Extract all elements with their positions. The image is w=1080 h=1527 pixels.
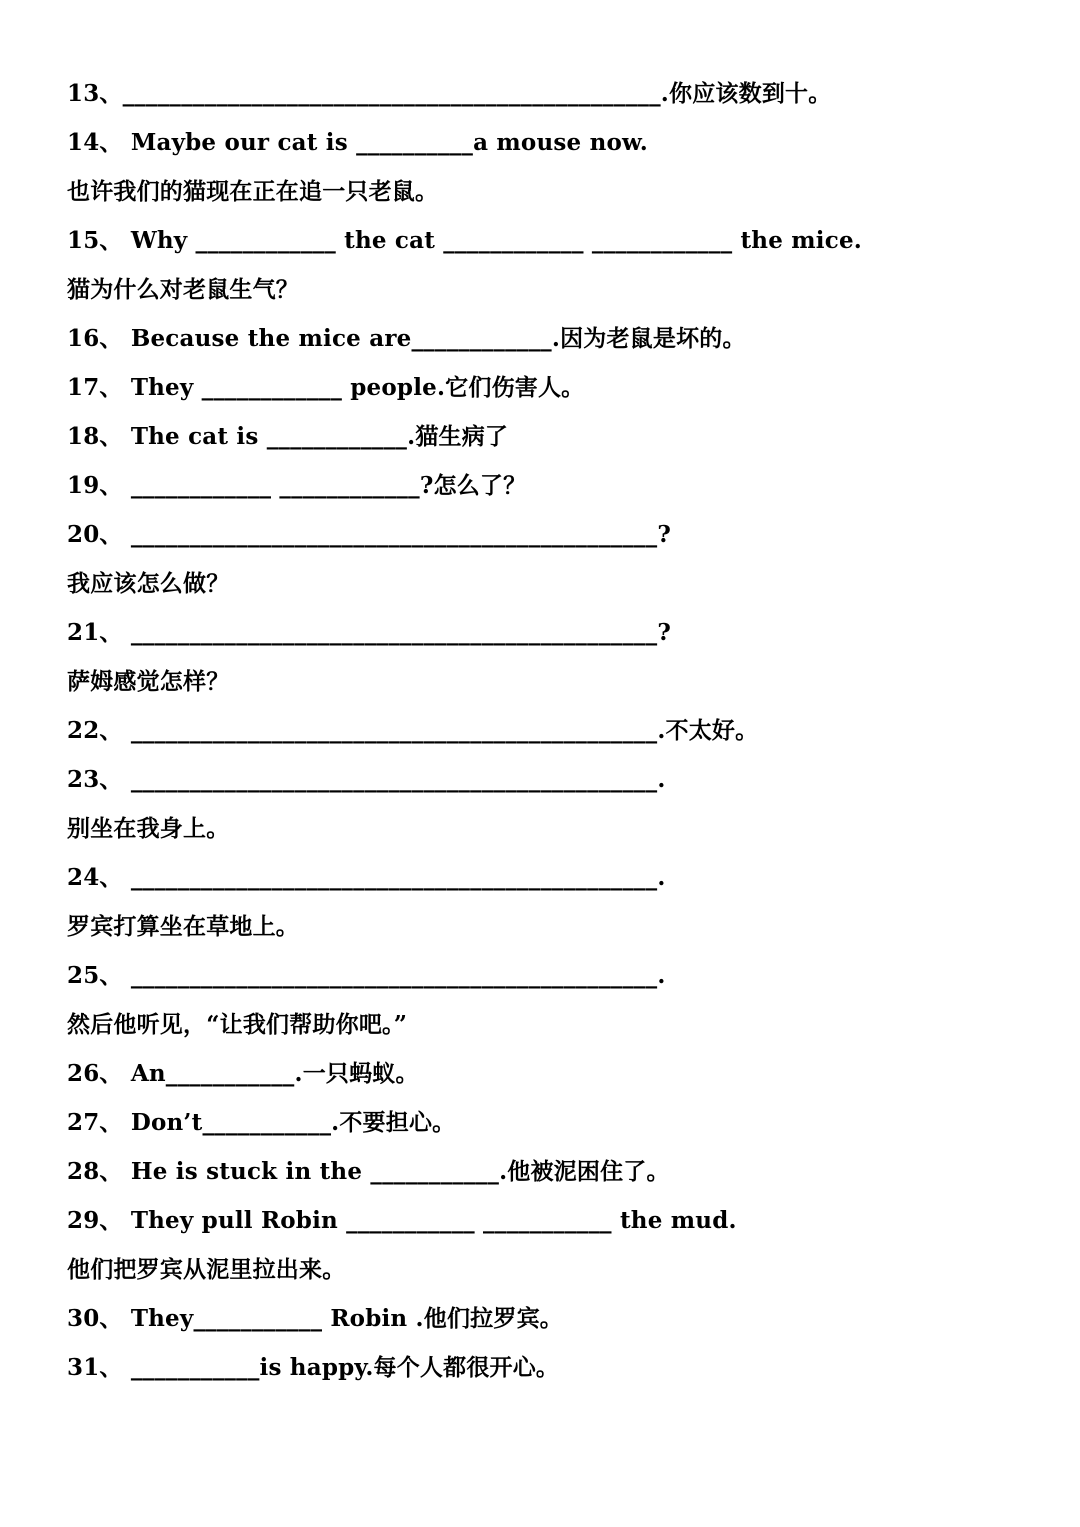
line-q13: 13、______________________________________________.你应该数到十。 [67,80,832,107]
line-q14-chinese: 也许我们的猫现在正在追一只老鼠。 [67,178,439,205]
line-q28: 28、 He is stuck in the ___________.他被泥困住了。 [67,1158,670,1185]
line-q16: 16、 Because the mice are____________.因为老鼠是坏的。 [67,325,746,352]
line-q15: 15、 Why ____________ the cat ____________ ____________ the mice. [67,227,862,254]
line-q27: 27、 Don’t___________.不要担心。 [67,1109,456,1136]
line-q20-chinese: 我应该怎么做？ [67,570,230,597]
line-q23-chinese: 别坐在我身上。 [67,815,230,842]
line-q26: 26、 An___________.一只蚂蚁。 [67,1060,419,1087]
line-q15-chinese: 猫为什么对老鼠生气？ [67,276,299,303]
line-q18: 18、 The cat is ____________.猫生病了 [67,423,509,450]
line-q20: 20、 _____________________________________________? [67,521,671,548]
line-q22: 22、 _____________________________________________.不太好。 [67,717,759,744]
line-q14: 14、 Maybe our cat is __________a mouse now. [67,129,648,156]
line-q25: 25、 _____________________________________________. [67,962,666,989]
line-q21-chinese: 萨姆感觉怎样？ [67,668,230,695]
line-q30: 30、 They___________ Robin .他们拉罗宾。 [67,1305,563,1332]
line-q31: 31、 ___________is happy.每个人都很开心。 [67,1354,560,1381]
line-q23: 23、 _____________________________________________. [67,766,666,793]
line-q17: 17、 They ____________ people.它们伤害人。 [67,374,585,401]
line-q29-chinese: 他们把罗宾从泥里拉出来。 [67,1256,346,1283]
line-q19: 19、 ____________ ____________?怎么了？ [67,472,527,499]
line-q25-chinese: 然后他听见，“让我们帮助你吧。” [67,1011,408,1038]
line-q24-chinese: 罗宾打算坐在草地上。 [67,913,299,940]
line-q24: 24、 _____________________________________________. [67,864,666,891]
line-q21: 21、 _____________________________________________? [67,619,671,646]
line-q29: 29、 They pull Robin ___________ ___________ the mud. [67,1207,737,1234]
